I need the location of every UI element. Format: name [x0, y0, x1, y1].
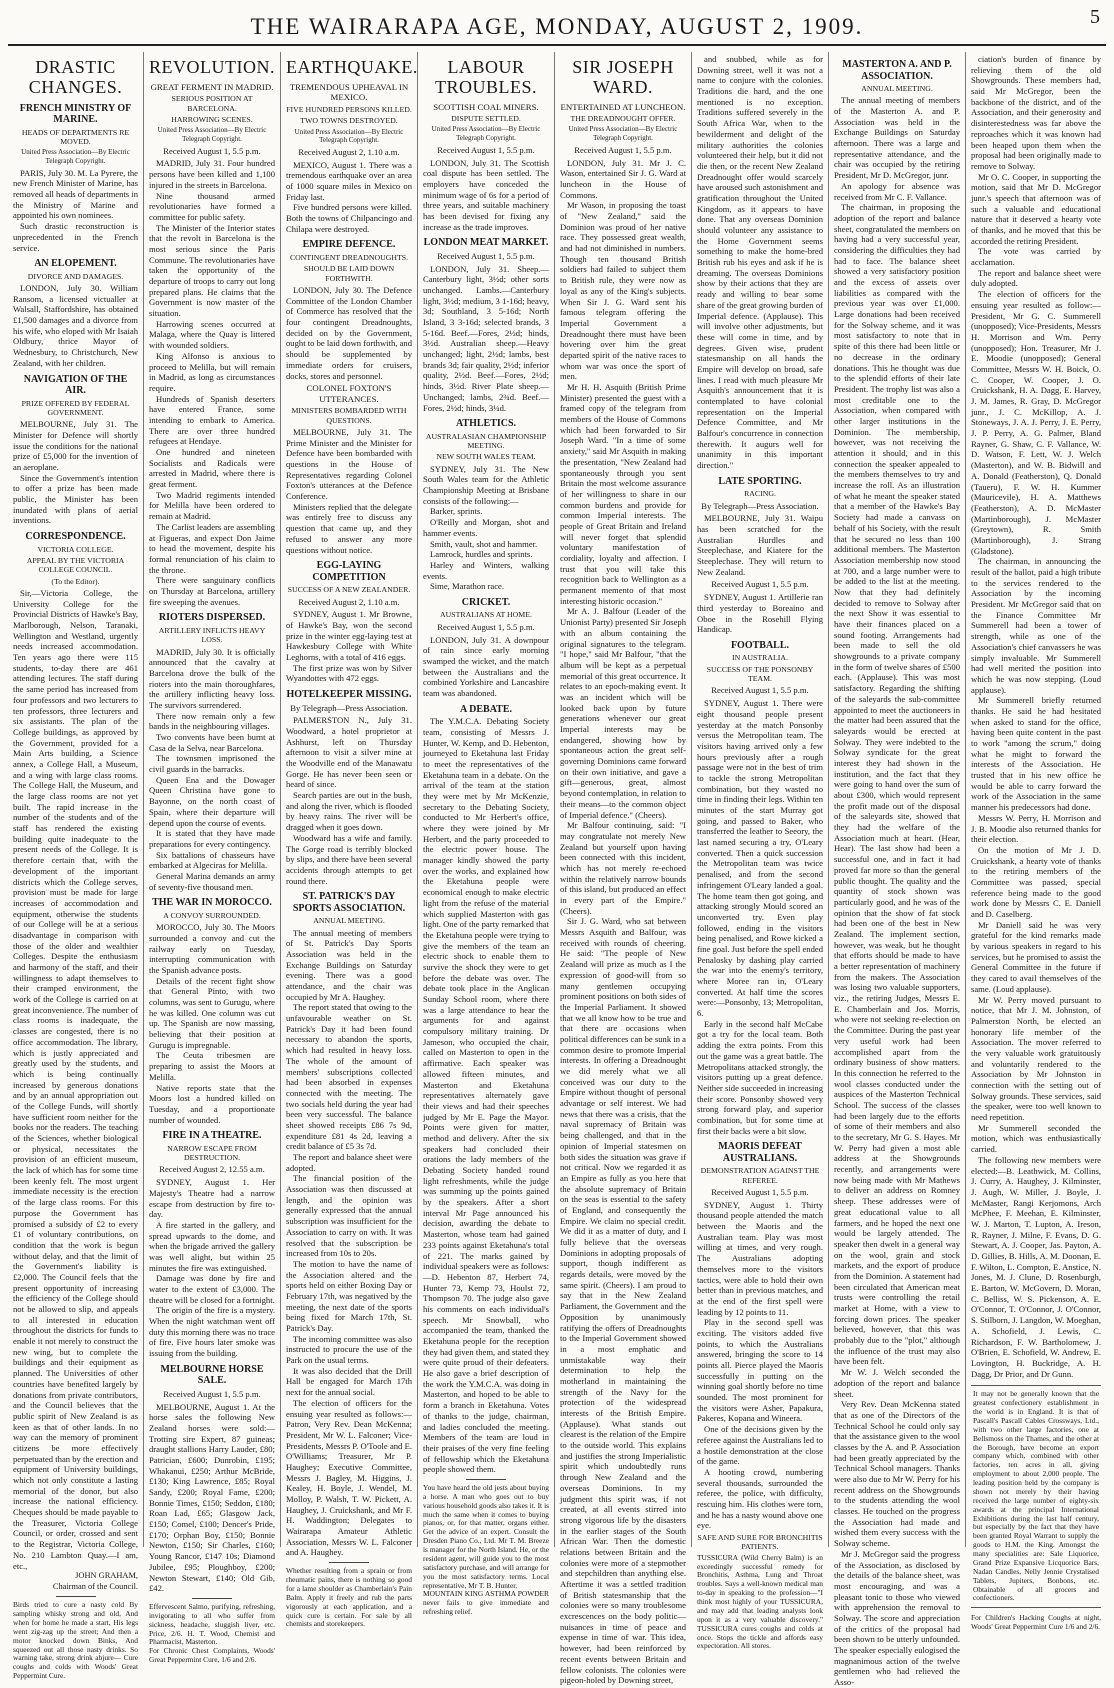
headline-navigation-air: NAVIGATION OF THE AIR.	[23, 373, 128, 397]
received-line: Received August 1, 5.5 p.m.	[163, 145, 261, 156]
article-text: The following new members were elected:—B. Leathwick, M. Collins, J. Curry, A. Haughey, J. Kilminster, J. Augh, W. Miller, J. Boyle, J. McMaster, Rangi Kerjomons, Arch McPhee, F. Meehan, E. Kilminster, W. J. Marton, T. Lupton, A. Ireson, R. Rayner, J. Milne, F. Evans, D. G. Stewart, A. J. Cooper, Jas. Payton, A. D. Gillies, B. Hills, A. M. Doonan, E. F. Wilton, L. Compton, E. Anstice, N. Jones, M. J. Clune, D. Rosenburgh, E. Barton, W. McGovern, D. Moran, C. Belliss, W. S. Pickenson, A. E. O'Connor, T. O'Connor, J. O'Connor, S. Stilborn, J. Langdon, W. Moeghan, A. Schofield, J. Lewis, C. Richardson, F. W. Bartholomew, J. O'Brien, E. Schofield, W. Andrew, E. Lovington, H. Buckridge, A. H. Dagg, Dr Prior, and Dr Gunn.	[971, 1154, 1101, 1379]
headline-correspondence: CORRESPONDENCE.	[25, 531, 126, 543]
article-text: On the motion of Mr J. D. Cruickshank, a hearty vote of thanks to the retiring members of the Committee was passed, special reference being made to the good work done by Messrs C. E. Daniell and D. Caselberg.	[971, 844, 1101, 919]
article-text: Harley and Winters, walking events.	[423, 559, 549, 581]
subhead: DEMONSTRATION AGAINST THE REFEREE.	[700, 1166, 820, 1185]
received-line: Received August 2, 1.10 a.m.	[298, 146, 400, 157]
article-text: LONDON, July 30. The Defence Committee of the London Chamber of Commerce has resolved that the four contingent Dreadnoughts, decided on by the Government, ought to be laid down forthwith, and should be supplemented by immediate orders for cruisers, docks, stores and personnel.	[286, 285, 412, 381]
article-text: The election of officers for the ensuing year resulted as follow:—President, Mr G. C. Summerell (unopposed); Vice-Presidents, Messrs H. Morrison and Wm. Perry (unopposed); Hon. Treasurer, Mr J. E. Moodie (unopposed); General Committee, Messrs W. H. Boick, O. C. Cooper, W. Cooper, J. O. Cruickshank, H. A. Dagg, E. Harvey, J. M. James, R. Gray, D. McGregor junr., J. C. McKillop, A. J. Stoneways, J. A. J. Perry, J. E. Perry, J. P. Perry, A. G. Palmer, Bland Rayner, G. Shaw, C. F. Vallance, W. D. Watson, F. Lett, W. J. Welch (Masterton), and W. B. Bidwill and A. Donald (Featherston), Q. Donald (Taueru), F. W. H. Kummer (Mauricevile), H. A. Matthews (Featherston), A. D. McMaster (Martinborough), J. McMaster (Greytown), R. Smith (Martinborough), J. Strang (Gladstone).	[971, 289, 1101, 556]
subhead: SCOTTISH COAL MINERS.	[433, 101, 539, 112]
article-text: Woodward has a wife and family. The Gorge road is terribly blocked by slips, and there have been several accidents through attempts to get round there.	[286, 832, 412, 886]
article-text: Hundreds of Spanish deserters have entered France, some intending to embark to America. There are over three hundred refugees at Hendaye.	[149, 393, 275, 447]
subhead-french-ministry: FRENCH MINISTRY OF MARINE.	[19, 102, 132, 126]
signature-name: JOHN GRAHAM,	[75, 1571, 138, 1581]
article-text: Mr A. J. Balfour (Leader of the Unionist Party) presented Sir Joseph with an album containing the original signatures to the telegram. "I hope," said Mr Balfour, "that the album will be kept as a perpetual memorial of this great occurrence. It relates to an epoch-making event. It was an incident which will be looked back upon by future generations whenever our great Imperial interests may be endangered, showing how by spontaneous action the great self-governing Dominions came forward on their own initiative, and gave a gift—generous, great, almost beyond contemplation, in relation to their means—to the common object of Imperial defence." (Cheers).	[560, 606, 686, 820]
byline: By Telegraph—Press Association.	[701, 500, 819, 511]
subhead: RACING.	[744, 489, 776, 499]
subhead: SERIOUS POSITION AT BARCELONA.	[171, 94, 253, 113]
received-line: Received August 1, 5.5 p.m.	[437, 144, 535, 155]
headline-maoris-defeat: MAORIS DEFEAT AUSTRALIANS.	[718, 1141, 802, 1164]
article-text: Five hundred persons were killed. Both the towns of Chilpancingo and Chilapa were destroyed.	[286, 202, 412, 234]
headline-labour-troubles: LABOUR TROUBLES.	[434, 57, 537, 97]
headline-football: FOOTBALL.	[730, 639, 790, 651]
subhead: ENTERTAINED AT LUNCHEON.	[560, 101, 686, 112]
subhead: TREMENDOUS UPHEAVAL IN MEXICO.	[289, 81, 409, 103]
article-text: SYDNEY, August 1. Thirty thousand people attended the match between the Maoris and the Australian team. Play was most willing at times, and very rough. The Australians adopting themselves more to the visitors tactics, were able to hold their own better than in previous matches, and at the end of the first spell were leading by 12 points to 11.	[697, 1199, 823, 1317]
subhead: COLONEL FOXTON'S UTTERANCES.	[306, 383, 392, 404]
headline-horse-sale: MELBOURNE HORSE SALE.	[160, 1363, 264, 1387]
subhead: AUSTRALASIAN CHAMPIONSHIP MEETING.	[425, 431, 547, 451]
subhead: ARTILLERY INFLICTS HEAVY LOSS.	[158, 625, 266, 645]
subhead: NARROW ESCAPE FROM DESTRUCTION.	[167, 1143, 257, 1163]
article-text: Two convents have been burnt at Casa de la Selva, near Barcelona.	[149, 732, 275, 753]
column-5	[555, 52, 692, 1686]
subhead: SUCCESS OF THE PONSONBY TEAM.	[706, 664, 814, 684]
headline-revolution: REVOLUTION.	[149, 57, 275, 77]
advertisement: Effervescent Salmo, purifying, refreshing, invigorating to all who suffer from sickness, headache, sluggish liver, etc. Price, 2/6. H. T. Wood, Chemist and Pharmacist, Masterton.	[149, 1601, 275, 1647]
headline-fire-theatre: FIRE IN A THEATRE.	[162, 1130, 262, 1142]
article-text: MEXICO, August 1. There was a tremendous earthquake over an area of 1000 square miles in Mexico on Friday last.	[286, 159, 412, 202]
article-text: Smith, vault, shot and hammer.	[430, 538, 538, 549]
article-text: Queen Ena and the Dowager Queen Christina have gone to Bayonne, on the north coast of Spain, where their departure will depend upon the course of events.	[149, 774, 275, 828]
subhead: CONTINGENT DREADNOUGHTS.	[289, 252, 409, 262]
article-text: The chairman, in announcing the result of the ballot, paid a high tribute to the services rendered to the Association by the incoming President. Mr McGregor said that on the Finance Committee Mr Summerell had been a tower of strength, while as one of the Association's chief canvassers he was simply invaluable. Mr Summerell had well merited the position into which he was now stepping. (Loud applause).	[971, 556, 1101, 695]
received-line: Received August 1, 5.5 p.m.	[437, 250, 535, 261]
article-text: LONDON, July 30. William Ransom, a licensed victualler at Walsall, Staffordshire, has obtained £1,500 damages and a divorce from his wife, who eloped with Mr Isaiah Oldbury, thrice Mayor of Wednesbury, to Christchurch, New Zealand, with her children.	[13, 283, 138, 368]
article-text: Sime, Marathon race.	[430, 581, 504, 592]
article-text: The vote was carried by acclamation.	[971, 246, 1101, 268]
wire-credit: United Press Association—By Electric Telegraph Copyright.	[294, 127, 404, 145]
article-text: Details of the recent fight show that General Pinto, with two columns, was sent to Gurugu, where he was killed. One column was cut up. The Spanish are now massing, believing that their position at Gurugu is impregnable.	[149, 975, 275, 1050]
article-text: PARIS, July 30. M. La Pyrere, the new French Minister of Marine, has removed all heads of departments in the Ministry of Marine and appointed his own nominees.	[13, 167, 138, 221]
headline-meat-market: LONDON MEAT MARKET.	[423, 237, 549, 249]
headline-elopement: AN ELOPEMENT.	[34, 258, 117, 270]
headline-empire-defence: EMPIRE DEFENCE.	[302, 239, 396, 251]
headline-drastic-changes: DRASTIC CHANGES.	[28, 57, 123, 97]
received-line: Received August 1, 5.5 p.m.	[574, 144, 672, 155]
article-text: The motion to have the name of the Association altered and the sports held on either Boxing Day or February 17th, was negatived by the meeting, the next date of the sports being fixed for March 17th, St. Patrick's Day.	[286, 1258, 412, 1334]
article-text: MADRID, July 31. Four hundred persons have been killed and 1,100 injured in the streets in Barcelona.	[149, 158, 275, 190]
article-text: The annual meeting of members of the Masterton A. and P. Association was held in the Exchange Buildings on Saturday afternoon. There was a large and representative attendance, and the chair was occupied by the retiring President, Mr D. McGregor, junr.	[834, 95, 960, 181]
article-text: SYDNEY, August 1. Mr Browne, of Hawke's Bay, won the second prize in the winter egg-laying test at Hawkesbury College with White Leghorns, with a total of 416 eggs.	[286, 609, 412, 663]
article-text: A hooting crowd, numbering several thousands, surrounded the referee, the police, with difficulty, rescuing him. His clothes were torn, and he has a nasty wound above one eye.	[697, 1466, 823, 1531]
subhead: ANNUAL MEETING.	[861, 84, 933, 93]
received-line: Received August 1, 5.5 p.m.	[437, 621, 535, 632]
article-text: Early in the second half McCabe got a try for the local team. Both adding the extra points. From this out the game was a great battle. The Metropolitans attacked strongly, the visitors putting up a great defence. Neither side succeeded in increasing their score. Ponsonby showed very strong forward play, and superior combination, but for some time at first their backs were a bit slow.	[697, 1018, 823, 1136]
article-text: An apology for absence was received from Mr C. F. Vallance.	[834, 180, 960, 202]
received-line: Received August 2, 12.55 a.m.	[159, 1164, 265, 1175]
advertisement: For Chronic Chest Complaints, Woods' Great Peppermint Cure, 1/6 and 2/6.	[149, 1646, 275, 1665]
headline-rioters: RIOTERS DISPERSED.	[158, 612, 266, 624]
to-the-editor: (To the Editor).	[51, 576, 100, 586]
headline-debate: A DEBATE.	[459, 703, 513, 715]
article-text: Since the Government's intention to offer a prize has been made public, the Minister has been inundated with plans of aerial inventions.	[13, 472, 138, 526]
article-text: General Marina demands an army of seventy-five thousand men.	[149, 870, 275, 892]
article-text: MADRID, July 30. It is officially announced that the cavalry at Barcelona drove the bulk of the rioters into the main thoroughfares, the artillery inflicting heavy loss. The survivors surrendered.	[149, 646, 275, 710]
wire-credit: United Press Association—By Electric Telegraph Copyright.	[157, 126, 267, 144]
article-text: PALMERSTON N., July 31. Woodward, a hotel proprietor at Ashhurst, left on Thursday afternoon to visit a silver mine at the Woodville end of the Manawatu Gorge. He has never been seen or heard of since.	[286, 715, 412, 790]
received-line: Received August 1, 5.5 p.m.	[711, 1187, 809, 1197]
article-text: There now remain only a few bands in the neighbouring villages.	[149, 710, 275, 732]
received-line: Received August 1, 5.5 p.m.	[711, 579, 809, 590]
divider	[192, 1598, 232, 1599]
column-6	[692, 52, 829, 1651]
wire-credit: United Press Association—By Electric Telegraph Copyright.	[21, 148, 130, 165]
article-text: LONDON, July 31. The Scottish coal dispute has been settled. The employers have conceded the minimum wage of 6s for a period of three years, and suitable machinery has been devised for fixing any increase as the trade improves.	[423, 157, 549, 232]
headline-sir-joseph-ward: SIR JOSEPH WARD.	[572, 57, 674, 97]
column-1	[8, 52, 144, 1681]
column-2	[144, 52, 281, 1665]
subhead-heads-removed: HEADS OF DEPARTMENTS RE MOVED.	[21, 127, 130, 146]
signature-title: Chairman of the Council.	[52, 1581, 138, 1591]
headline-cricket: CRICKET.	[461, 596, 511, 608]
article-text: Mr J. McGregor said the progress of the Association, as disclosed by the details of the balance sheet, was most encouraging, and was a pleasant tonic to those who viewed with apprehension the removal to Solway. The score and appreciation of the critics of the proposal had been shown to be utterly unfounded. The speaker especially eulogised the magnanimous action of the twelve gentlemen who had relieved the Asso-	[834, 1548, 960, 1688]
article-text: The Ceuta tribesmen are preparing to assist the Moors at Melilla.	[149, 1050, 275, 1082]
article-text: Play in the second spell was exciting. The visitors added five points, to which the Australians answered, bringing the score to 14 points all. Pierce played the Maoris successfully in putting on the winning goal shortly before no time sounded. The most prominent for the visitors were Asher, Papakura, Pakeres, Kopana and Wineera.	[697, 1317, 823, 1424]
column-8	[966, 52, 1106, 1632]
article-text: Search parties are out in the bush, and along the river, which is flooded by heavy rains. The river will be dragged when it goes down.	[286, 790, 412, 833]
article-text: LONDON, July 31. Mr J. C. Wason, entertained Sir J. G. Ward at luncheon in the House of Commons.	[560, 157, 686, 200]
article-text: King Alfonso is anxious to proceed to Melilla, but will remain in Madrid, as long as circumstances require.	[149, 350, 275, 393]
article-text: Mr O. C. Cooper, in supporting the motion, said that Mr D. McGregor junr.'s speech that afternoon was of such a valuable and educational nature that it deserved a hearty vote of thanks, and he moved that this be accorded the retiring President.	[971, 171, 1101, 246]
article-text: One hundred and nineteen Socialists and Radicals were arrested in Madrid, where there is great ferment.	[149, 447, 275, 490]
divider	[466, 1479, 506, 1480]
headline-hotelkeeper: HOTELKEEPER MISSING.	[286, 689, 412, 701]
article-text: Mr Daniell said he was very grateful for the kind remarks made by various speakers in regard to his services, but he promised to assist the General Committee in the future if they cared to avail themselves of the same. (Loud applause).	[971, 919, 1101, 994]
divider	[329, 1562, 369, 1563]
article-text: Lamrock, hurdles and sprints.	[430, 549, 533, 560]
letter-text: Sir,—Victoria College, the University College for the Provincial Districts of Hawke's Bay, Marlborough, Nelson, Taranaki, Wellington and Westland, urgently needs increased accommodation. Ten years ago there were 115 students, to-day there are 461 attending lectures. The staff during the same period has increased from four professors and two lecturers to ten professors, three lecturers and six assistants. The plan of the College buildings, as approved by the Government, provided for a Main Arts building, a Science annex, a College Hall, a Museum, and a wing with large class rooms. The College Hall, the Museum, and the large class rooms are not yet built. The rapid increase in the number of the students and of the staff has rendered the existing building quite inadequate to the present needs of the College. It is therefore certain that, with the development of the important districts which the College serves, provision must be made for large increases of accommodation and equipment, otherwise the students of our College will be at a serious disadvantage in comparison with those of the older and wealthier Colleges. Despite the enthusiasm and harmony of the staff, and their willingness to adapt themselves to their cramped environment, the work of the College is carried on at great inconvenience. The number of class rooms is inadequate, the classes are congested, there is no office accommodation. The library, which is justly appreciated and greatly used by the students, and which is being continually increased by generous donations and by an annual appropriation out of the College Funds, will shortly have sufficient room neither for the books nor the readers. The teaching of the Sciences, whether biological or physical, necessitates the provision of an efficient museum, the lack of which has for some time been keenly felt. The most urgent immediate necessity is the erection of the large class rooms. For this purpose the Government has promised a subsidy of £2 to every £1 of voluntary contributions, on condition that the work is begun without delay, and that the limit of the Government's liability is £2,000. The Council feels that the present opportunity of increasing the efficiency of the College should not be allowed to slip, and appeals to all interested in education throughout the districts for funds to enable it not merely to construct the new wing, but to complete the buildings and their equipment as planned. The Universities of other countries have benefited largely by donations from private contributors, and the Council believes that the public spirit of New Zealand is as keen as that of other lands. In no way can the memory of prominent citizens be more effectively perpetuated than by the erection and equipment of University buildings, which not only constitute a lasting memorial of the donor, but also increase the national efficiency. Cheques should be made payable to the Treasurer, Victoria College Council, or order, crossed and sent to the Registrar, Victoria College, No. 210 Lambton Quay.—I am, etc.,	[13, 587, 138, 1571]
advertisement: MOUNTAIN KING ASTHMA POWDER never fails to give immediate and refreshing relief.	[423, 1589, 549, 1617]
subhead: GREAT FERMENT IN MADRID.	[150, 81, 274, 92]
subhead: SUCCESS OF A NEW ZEALANDER.	[287, 585, 411, 595]
article-text: MELBOURNE, July 31. Waipu has been scratched for the Australian Hurdles and Steeplechase, and Kiatere for the Steeplechase. They will return to New Zealand.	[697, 513, 823, 577]
article-text: ciation's burden of finance by relieving them of the old Showgrounds. These members had, said Mr McGregor, been the backbone of the district, and of the Association, and their generosity and disinterestedness was far above the reproaches which it was known had been heaped upon them when the proposal had been originally made to remove to Solway.	[971, 54, 1101, 171]
advertisement: TUSSICURA (Wild Cherry Balm) is an exceedingly successful remedy for Bronchitis, Asthma, Lung and Throat troubles. Says a well-known medical man to-day in speaking to the profession—"I think most highly of your TUSSICURA, and may add that leading analysts look upon it as a very valuable discovery." TUSSICURA cures coughs and colds at once. Stops the tickle and affords easy expectoration. All stores.	[697, 1552, 823, 1651]
article-text: Native reports state that the Moors lost a hundred killed on Tuesday, and a proportionate number of wounded.	[149, 1082, 275, 1125]
article-text: The report and balance sheet were duly adopted.	[971, 267, 1101, 289]
article-text: There were sanguinary conflicts on Thursday at Barcelona, artillery fire sweeping the avenues.	[149, 575, 275, 607]
advertisement-box: It may not be generally known that the greatest confectionery establishment in the world is in England. It is that of Pascall's Pascall Cables Crossways, Ltd., with two other large factories, one at Bellsmoss on the Thames, and the other at the Borough, have become an export company which, combined with other factories, ten acres in all, giving employment to about 2,000 people. The leading position held by the company is shown not merely by their having received the large number of eighty-six awards at the principal International Exhibitions during the last half century, but especially by the fact that they have been granted Royal Warrant to supply the goods to H.M. the King. Amongst the many specialities are: Sale Liquorice, Grand Prize Expansive Licquorice Bars, Nadan Candles, Nelly Jennie Crystalised Tablets, Jupiters, Bonbons, etc. Obtainable of all grocers and confectioners.	[971, 1385, 1101, 1608]
subhead-victoria-college: VICTORIA COLLEGE.	[37, 544, 114, 554]
article-text: Damage was done by fire and water to the extent of £3,000. The theatre will be closed for a fortnight.	[149, 1273, 275, 1305]
advertisement: For Children's Hacking Coughs at night, Woods' Great Peppermint Cure 1/6 and 2/6.	[971, 1613, 1101, 1632]
headline-earthquake: EARTHQUAKE.	[286, 57, 418, 77]
newspaper-title: THE WAIRARAPA AGE, MONDAY, AUGUST 2, 1909.	[250, 14, 864, 39]
headline-late-sporting: LATE SPORTING.	[718, 475, 802, 487]
article-text: Mr Balfour continuing, said: "I may congratulate not merely New Zealand but yourself upon having been connected with this incident, which has not merely re-echoed within the relatively narrow bounds of this island, but produced an effect in every part of the Empire." (Cheers).	[560, 820, 686, 916]
article-text: The report stated that owing to the unfavourable weather on St. Patrick's Day it had been found necessary to abandon the sports, which had resulted in heavy loss. The whole of the amount of members' subscriptions collected had been absorbed in expenses connected with the meeting. The two socials held during the year had been very successful. The balance sheet showed receipts £86 7s 9d, expenditure £81 4s 2d, leaving a credit balance of £5 3s 7d.	[286, 1002, 412, 1152]
column-3	[281, 52, 418, 1629]
article-text: It is stated that they have made preparations for every contingency.	[149, 828, 275, 849]
article-text: Two Madrid regiments intended for Melilla have been ordered to remain at Madrid.	[149, 489, 275, 522]
subhead-appeal: APPEAL BY THE VICTORIA COLLEGE COUNCIL.	[26, 555, 125, 575]
subhead: HARROWING SCENES.	[171, 115, 253, 125]
article-text: Mr W. J. Welch seconded the adoption of the report and balance sheet.	[834, 1367, 960, 1399]
subhead: TWO TOWNS DESTROYED.	[300, 116, 398, 126]
subhead: A CONVOY SURROUNDED.	[163, 910, 261, 920]
headline-masterton-ap: MASTERTON A. AND P. ASSOCIATION.	[842, 59, 952, 82]
article-text: and snubbed, while as for Downing street, well it was not a name to conjure with the colonies. Traditions die hard, and the one mentioned is no exception. Traditions suffered severely in the South Africa War, when to the bewilderment and delight of the military authorities the colonies volunteered their help, but it did not die then, or the recent New Zealand Dreadnought offer would scarcely have aroused such astonishment and gratification throughout the United Kingdom, as it appears to have done. That any overseas Dominion should volunteer any assistance to the Home Government seems something to make the home-bred British rub his eyes and ask if he is dreaming. The overseas Dominions show by their actions that they are ready and willing to bear some share of the great growing burden of Imperial defence. (Applause). This will involve other adjustments, but these will come in time, and by degrees. Given wise, prudent statesmanship on all hands the Empire will develop on broad, safe lines. I read with much pleasure Mr Asquith's announcement that it is contemplated to have colonial representation on the Imperial Defence Committee, and Mr Balfour's concurrence in connection therewith. It augurs well for unanimity in this important direction."	[697, 54, 823, 471]
article-text: Ministers replied that the delegate was entirely free to discuss any question that came up, and they refused to answer any more questions without notice.	[286, 501, 412, 555]
divider	[56, 1596, 96, 1597]
article-text: SYDNEY, August 1. Her Majesty's Theatre had a narrow escape from destruction by fire to-day.	[149, 1177, 275, 1220]
article-text: The incoming committee was also instructed to procure the use of the Park on the usual terms.	[286, 1333, 412, 1366]
subhead: THE DREADNOUGHT OFFER.	[570, 114, 676, 124]
subhead-prize: PRIZE OFFERED BY FEDERAL GOVERNMENT.	[21, 398, 130, 417]
article-text: It was also decided that the Drill Hall be engaged for March 17th next for the annual social.	[286, 1365, 412, 1398]
article-text: MELBOURNE, July 31. The Minister for Defence will shortly issue the conditions for the national prize of £5,000 for the invention of an aeroplane.	[13, 419, 138, 472]
article-text: The townsmen imprisoned the civil guards in the barracks.	[149, 753, 275, 775]
subhead: NEW SOUTH WALES TEAM.	[436, 452, 536, 462]
article-text: Sir J. G. Ward, who sat between Messrs Asquith and Balfour, was received with rounds of cheering. He said: "The people of New Zealand will prize as much as I the expression of good-will from so many gentlemen occupying prominent positions on both sides of the Imperial Parliament. It showed that we all know how to be true and that there are occasions when political differences can be sunk in a common desire to promote Imperial interests. In offering a Dreadnought we did merely what we all conceived was our duty to the Empire without thought of personal advantage or self interest. We had news that there was a crisis, that the naval supremacy of Britain was being challenged, and that in the opinion of Imperial statesmen on both sides the situation was grave if not critical. Now we regarded it as an Empire as fully as you here that the absolute supremacy of Britain on the seas is essential to the safety of England, and consequently the Empire. We claim no special credit. We did it as a matter of duty, and I fully believe that the overseas Dominions in adopting proposals of support, though indifferent as regards details, were moved by the same spirit. (Cheers). I am proud to say that in the New Zealand Parliament, the Government and the Opposition by unanimously ratifying the offers of Dreadnoughts to the Imperial Government showed in a most emphatic and unmistakable way their determination to help the motherland in maintaining the strength of the Navy for the protection of the widespread interests of the British Empire. (Applause). What stands out clearest is the relation of the Empire to the outside world. This explains and justifies the strong Imperialistic spirit which undoubtedly runs through New Zealand and the overseas Dominions. In my judgment this spirit was, if not created, at all events stirred into strong vigorous life by the disasters in the earlier stages of the South African War. Then the domestic relations between Britain and the colonies were more of a stepmother and stepchildren than anything else. Aftertime it was a settled tradition of British statesmanship that the colonies were so many troublesome excrescences on the body politic—nuisances in time of peace and expense in time of war. This idea, however, had been reinforced by recent events between Britain and fellow colonists. The colonies were pigeon-holed by Downing street,	[560, 916, 686, 1686]
article-text: Mr H. H. Asquith (British Prime Minister) presented the guest with a framed copy of the telegram from members of the House of Commons which had been forwarded to Sir Joseph Ward. "In a time of some anxiety," said Mr Asquith in making the presentation, "New Zealand had spontaneously through you sent Britain the most welcome assurance of her willingness to share in our common burdens and provide for common Imperial interests. The people of Great Britain and Ireland will never forget that splendid voluntary manifestation of cordiality, loyalty and affection. I trust that you will take this recognition back to Wellington as a permanent memento of that most interesting historic occasion."	[560, 382, 686, 606]
article-text: MELBOURNE, August 1. At the horse sales the following New Zealand horses were sold:— Trotting sire Expert, 87 guineas; draught stallions Harry Lauder, £80; Patrician, £600; Dunrobin, £195; Whakanui, £250; Arthur McBride, £130; King Lawrence, £85; Royal Sandy, £200; Royal Fame, £200; Bonnie Times, £150; Seddon, £180; Roan Lad, £65; Glasgow Jack, £150; Comel, £100; Dencer's Pride, £170; Orphan Boy, £150; Bonnie Newton, £150; Sir Charles, £160; Young Rancor, £147 10s; Diamond Jubilee, £95; Ploughboy, £200; Newton Stewart, £140; Old Gib, £42.	[149, 1401, 275, 1594]
headline-war-morocco: THE WAR IN MOROCCO.	[152, 897, 272, 909]
advertisement: Birds tried to cure a nasty cold By sampling whisky strong and old, And when for home he made a start, His legs went zig-zag up the street; And then a motor knocked down Binks, And squeezed out all those nasty drinks. So warning take, strong drink abjure— Cure coughs and colds with Woods' Great Peppermint Cure.	[13, 1600, 138, 1681]
article-text: The Minister of the Interior states that the revolt in Barcelona is the most serious since the Paris Commune. The revolutionaries have taken the opportunity of the departure of troops to carry out long prepared plans. He claims that the Government is now master of the situation.	[149, 222, 275, 319]
headline-st-patricks: ST. PATRICK'S DAY SPORTS ASSOCIATION.	[292, 891, 406, 914]
article-text: The Y.M.C.A. Debating Society team, consisting of Messrs J. Hunter, W. Kemp, and D. Hebenton, journeyed to Eketahuna last Friday to meet the representatives of the Eketahuna team in a debate. On the arrival of the team at the station they were met by Mr McKenzie, secretary to the Debating Society, conducted to Mr Herbert's office, where they were joined by Mr Herbert, and the party proceeded to the electric power house. The manager kindly showed the party over the works, and explained how the Eketahuna people were economical enough to make electric light from the refuse of the material which supplied Masterton with gas light. One of the party remarked that the Eketahuna people were trying to give the members of the team an electric shock to enable them to survive the shock they were to get before the debate was over. The debate took place in the Anglican Sunday School room, where there was a large attendance to hear the arguments for and against compulsory military training. Dr Jameson, who occupied the chair, called on Masterton to open in the affirmative. Each speaker was allowed fifteen minutes, and Masterton and Eketahuna representatives alternately gave their views and had their speeches judged by Mr E. Page the Mayor. Points were given for matter, method and delivery. After the six speakers had concluded their orations the lady members of the Debating Society handed round light refreshments, while the judge was summing up the points gained by the speakers. After a short interval Mr Page announced his decision, awarding the debate to Masterton, whose team had gained 233 points against Eketahuna's total of 221. The marks gained by individual speakers were as follows:—D. Hebenton 87, Herbert 74, Hunter 73, Kemp 73, Houlst 72, Thompson 70. The judge also gave his comments on each individual's speech. Mr Snowball, who accompanied the team, thanked the Eketahuna people for the reception they had given them, and stated they were quite proud of their defeaters. He also gave a brief description of the work the Y.M.C.A. was doing in Masterton, and hoped to be able to form a branch in Eketahuna. Votes of thanks to the judge, chairman, and ladies concluded the meeting. Members of the team are loud in their praises of the very fine feeling of fellowship which the Eketahuna people showed them.	[423, 716, 549, 1475]
article-text: The report and balance sheet were adopted.	[286, 1152, 412, 1173]
subhead: DISPUTE SETTLED.	[451, 114, 521, 124]
article-text: SYDNEY, August 1. There were eight thousand people present yesterday at the match Ponsonby versus the Metropolitan team. The visitors having arrived only a few hours previously after a rough passage were not in the best of trim to tackle the strong Metropolitan combination, but they wasted no time in finding their legs. Within ten minutes of the start Murray got going, and passed to Baker, who transferred the leather to Seeory, the last named securing a try, O'Leary converted. Then a quick succession the Metropolitan team was twice penalised, and from the second infringement O'Leary landed a goal. The home team then got going, and attacking strongly Mould scored an unconverted try. Even play followed, ending in the visitors being penalised, and Rowe kicked a fine goal. Just before the spell ended Penalosky by dashing play carried the war into the enemy's territory, where Moree ran in, O'Leary converted. At half time the scores were:—Ponsonby, 13; Metropolitan, 6.	[697, 698, 823, 1019]
article-text: SYDNEY, August 1. Artillerie ran third yesterday to Boreaino and Oboe in the Rosehill Flying Handicap.	[697, 592, 823, 635]
subhead: FIVE HUNDRED PERSONS KILLED.	[286, 104, 412, 114]
masthead-rule	[8, 44, 1106, 46]
article-text: LONDON, July 31. Sheep.—Canterbury light, 3½d; other sorts unchanged. Lambs.—Canterbury light, 3½d; medium, 3 1-16d; heavy, 3d; Southland, 3 5-16d; North Island, 3 3-16d; selected brands, 3 5-16d. Beef.—Fores, 2½d; hinds, 3½d. Australian sheep.—Heavy unchanged; light, 2½d; lambs, best brands 3d; fair quality, 2½d; inferior quality, 2½d. Beef.—Fores, 2½d; hinds, 3½d. River Plate sheep.—Unchanged; lambs, 2¾d. Beef.—Fores, 2½d; hinds, 3¼d.	[423, 263, 549, 413]
article-text: The Carlist leaders are assembling at Figueras, and expect Don Jaime to head the movement, despite his formal renunciation of his claim to the throne.	[149, 521, 275, 575]
article-text: The chairman, in proposing the adoption of the report and balance sheet, congratulated the members on having had a very successful year, considering the difficulties they had had to face. The balance sheet showed a very satisfactory position and the excess of assets over liabilities as compared with the previous year was over £1,000. Large donations had been received for the Solway scheme, and it was most satisfactory to note that in spite of this there had been little or no decrease in the ordinary donations. This he thought was due to the splendid efforts of their late President. The trophy list was also a most creditable one to the Association, when compared with other larger institutions in the Dominion. The membership, however, was not receiving the attention it should, and in this connection the speaker appealed to the members themselves to try and increase the roll. As an illustration of what he meant the speaker stated that a member of the Hawke's Bay Society had made a canvass on behalf of his Society, with the result that he secured no less than 100 additional members. The Masterton Association membership now stood at 700, and a large number were to be added to the list at the meeting. Now that they had definitely decided to remove to Solway after the next Show it was essential to have their finances placed on a sound footing. Arrangements had been made to sell the old showgrounds to a private company in the form of twelve shares of £500 each. (Applause). This was most satisfactory. Regarding the shifting of the saleyards the sub-committee appointed to meet the auctioneers in the matter had been assured that the saleyards would be erected at Solway. They were indebted to the Solway syndicate for the great interest they had shown in the institution, and the fact that they were going to hand over the sum of about £300, which would represent the profit made out of the disposal of the saleyards site, showed that they had the welfare of the Association much at heart. (Hear, Hear). The last show had been a successful one, and in fact it had proved far more so than the general public thought. The quality and the quantity of stock shown was particularly good, and he was of the opinion that the show of fat stock had been one of the best in New Zealand. The implement section, however, was weak, but he thought that efforts should be made to have a better representation of machinery from the makers. The Association was losing two valuable supporters, viz., the retiring Judges, Messrs E. E. Chamberlain and Jos. Morris, who were not seeking re-election on the Committee. During the past year very useful work had been accomplished apart from the ordinary business of show matters. In this connection he referred to the wool classes conducted under the auspices of the Masterton Technical School. The success of the classes had been largely due to the efforts of some of their members and also to the secretary, Mr G. S. Hayes. Mr W. Perry had given a most able address at the Showgrounds recently, and arrangements were now being made with Mr Mathews to deliver an address on Romney sheep. These addresses were of great educational value to all farmers, and he hoped the next one would be largely attended. The speaker then dwelt in a general way on the wool, grain and stock markets, and the export of produce from the Dominion. A statement had been circulated that American meat trusts were controlling the retail market at Home, with a view to forcing down prices. The speaker believed, however, that this was probably due to the "plot," although the influence of the trust may also have been felt.	[834, 202, 960, 1367]
wire-credit: United Press Association—By Electric Telegraph Copyright.	[431, 125, 541, 143]
newspaper-columns	[8, 52, 1106, 1688]
article-text: A fire started in the gallery, and spread upwards to the dome, and when the brigade arrived the gallery was well alight, but within 25 minutes the fire was extinguished.	[149, 1219, 275, 1273]
article-text: MOROCCO, July 30. The Moors surrounded a convoy and cut the railway early on Tuesday, interrupting communication with the Spanish advance posts.	[149, 922, 275, 975]
article-text: Nine thousand armed revolutionaries have formed a committee for public safety.	[149, 190, 275, 222]
page-number: 5	[1090, 6, 1100, 28]
article-text: O'Reilly and Morgan, shot and hammer events.	[423, 517, 549, 538]
article-text: MELBOURNE, July 31. The Prime Minister and the Minister for Defence have been bombarded with questions in the House of Representatives regarding Colonel Foxton's utterances at the Defence Conference.	[286, 426, 412, 502]
article-text: Harrowing scenes occurred at Malaga, where the Quay is littered with wounded soldiers.	[149, 318, 275, 351]
article-text: Mr W. Perry moved pursuant to notice, that Mr J. M. Johnston, of Palmerston North, be elected an honorary life member of the Association. The mover referred to the very valuable work gratuitously and voluntarily rendered to the Association by Mr Johnston in connection with the setting out of Solway grounds. These services, said the speaker, were too well known to need repetition.	[971, 994, 1101, 1123]
headline-athletics: ATHLETICS.	[455, 418, 517, 430]
subhead: AUSTRALIANS AT HOME.	[440, 610, 532, 620]
subhead-divorce: DIVORCE AND DAMAGES.	[27, 271, 124, 281]
wire-credit: United Press Association—By Electric Telegraph Copyright.	[568, 125, 678, 143]
received-line: Received August 1, 5.5 p.m.	[163, 1388, 261, 1399]
subhead: IN AUSTRALIA.	[732, 653, 788, 663]
received-line: Received August 1, 5.5 p.m.	[711, 685, 809, 696]
article-text: The election of officers for the ensuing year resulted as follows:—Patron, Very Rev. Dean McKenna; President, Mr W. L. Falconer; Vice-Presidents, Messrs P. O'Toole and E. O'Williams; Treasurer, Mr P. Haughey; Executive Committee, Messrs J. Bagley, M. Higgins, J. Kealey, H. Boyle, J. Wendel, M. Molloy, P. Walsh, T. W. Pickett, A. Haughey, J. Cruickshank, and Mr F. H. Waddington; Delegates to Wairarapa Amateur Athletic Association, Messrs W. L. Falconer and A. Haughey.	[286, 1397, 412, 1558]
masthead	[0, 0, 1114, 50]
received-line: Received August 2, 1.10 a.m.	[298, 596, 400, 607]
article-text: The annual meeting of members of St. Patrick's Day Sports Association was held in the Exchange Buildings on Saturday evening. There was a good attendance, and the chair was occupied by Mr A. Haughey.	[286, 927, 412, 1002]
byline: By Telegraph—Press Association.	[290, 702, 408, 713]
article-text: Very Rev. Dean McKenna stated that as one of the Directors of the Technical School he could only say that the assistance given to the wool classes by the A. and P. Association had been greatly appreciated by the Technical School managers. Thanks were also due to Mr W. Perry for his recent address on the Showgrounds to the students attending the wool classes. He touched on the progress the Association had made and wished them every success with the Solway scheme.	[834, 1399, 960, 1549]
subhead: SHOULD BE LAID DOWN FORTHWITH.	[303, 264, 395, 283]
advertisement: Whether resulting from a sprain or from rheumatic pains, there is nothing so good for a lame shoulder as Chamberlain's Pain Balm. Apply it freely and rub the parts vigorously at each application, and a quick cure is certain. For sale by all chemists and storekeepers.	[286, 1566, 412, 1629]
article-text: Mr Wason, in proposing the toast of "New Zealand," said the Dominion was proud of her native race. They possessed great wealth, and had not diminished in numbers. Though ten thousand British soldiers had failed to subject them to British rule, they were now as loyal as any of the King's subjects. When Sir J. G. Ward sent his famous telegram offering the Imperial Government a Dreadnought there must have been hovering over him the great departed spirit of the native races to whom war was once the sport of men.	[560, 200, 686, 382]
article-text: Such drastic reconstruction is unprecedented in the French service.	[13, 221, 138, 253]
subhead: MINISTERS BOMBARDED WITH QUESTIONS.	[291, 406, 407, 425]
article-text: The origin of the fire is a mystery. When the night watchman went off duty this morning there was no trace of fire. Five hours later smoke was issuing from the building.	[149, 1305, 275, 1359]
article-text: Messrs W. Perry, H. Morrison and J. B. Moodie also returned thanks for their election.	[971, 812, 1101, 845]
subhead: ANNUAL MEETING.	[313, 916, 385, 926]
article-text: The financial position of the Association was then discussed at length, and the opinion was generally expressed that the annual subscription was insufficient for the Association to carry on with. It was resolved that the subscription be increased from 10s to 20s.	[286, 1173, 412, 1259]
advertisement: You have heard the old jests about buying a horse. A man who goes out to buy various household goods also takes it. It is much the same when it comes to buying pianos, or, for that matter, organs either. Get the advice of an expert. Consult the Dresden Piano Co., Ltd. Mr T. M. Breeze is manager for the North Island. He, or the resident agent, will guide you to the most satisfactory purchase, and will arrange for you the most satisfactory terms. Local representative, Mr T. B. Hunter.	[423, 1482, 549, 1590]
article-text: One of the decisions given by the referee against the Australians led to a hostile demonstration at the close of the game.	[697, 1424, 823, 1467]
column-4	[418, 52, 555, 1617]
article-text: Six battalions of chasseurs have embarked at Algeciras for Melilla.	[149, 849, 275, 871]
article-text: Barker, sprints.	[430, 506, 483, 517]
headline-egg-laying: EGG-LAYING COMPETITION	[312, 560, 386, 583]
article-text: The first prize was won by Silver Wyandottes with 472 eggs.	[286, 662, 412, 684]
ad-heading: SAFE AND SURE FOR BRONCHITIS PATIENTS.	[697, 1533, 823, 1552]
column-7	[829, 52, 966, 1688]
article-text: LONDON, July 31. A downpour of rain since early morning swamped the wicket, and the match between the Australians and the combined Yorkshire and Lancashire team was abandoned.	[423, 634, 549, 698]
article-text: Mr Summerell seconded the motion, which was enthusiastically carried.	[971, 1122, 1101, 1155]
article-text: SYDNEY, July 31. The New South Wales team for the Athletic Championship Meeting at Brisbane consists of the following:—	[423, 463, 549, 506]
article-text: Mr Summerell briefly returned thanks. He said he had hesitated when asked to stand for the office, having been quite content in the past to work "among the scrum," doing what he might to forward the interests of the Association. He trusted that in his new office he would be able to carry forward the work of the Association in the same manner his predecessors had done.	[971, 695, 1101, 813]
